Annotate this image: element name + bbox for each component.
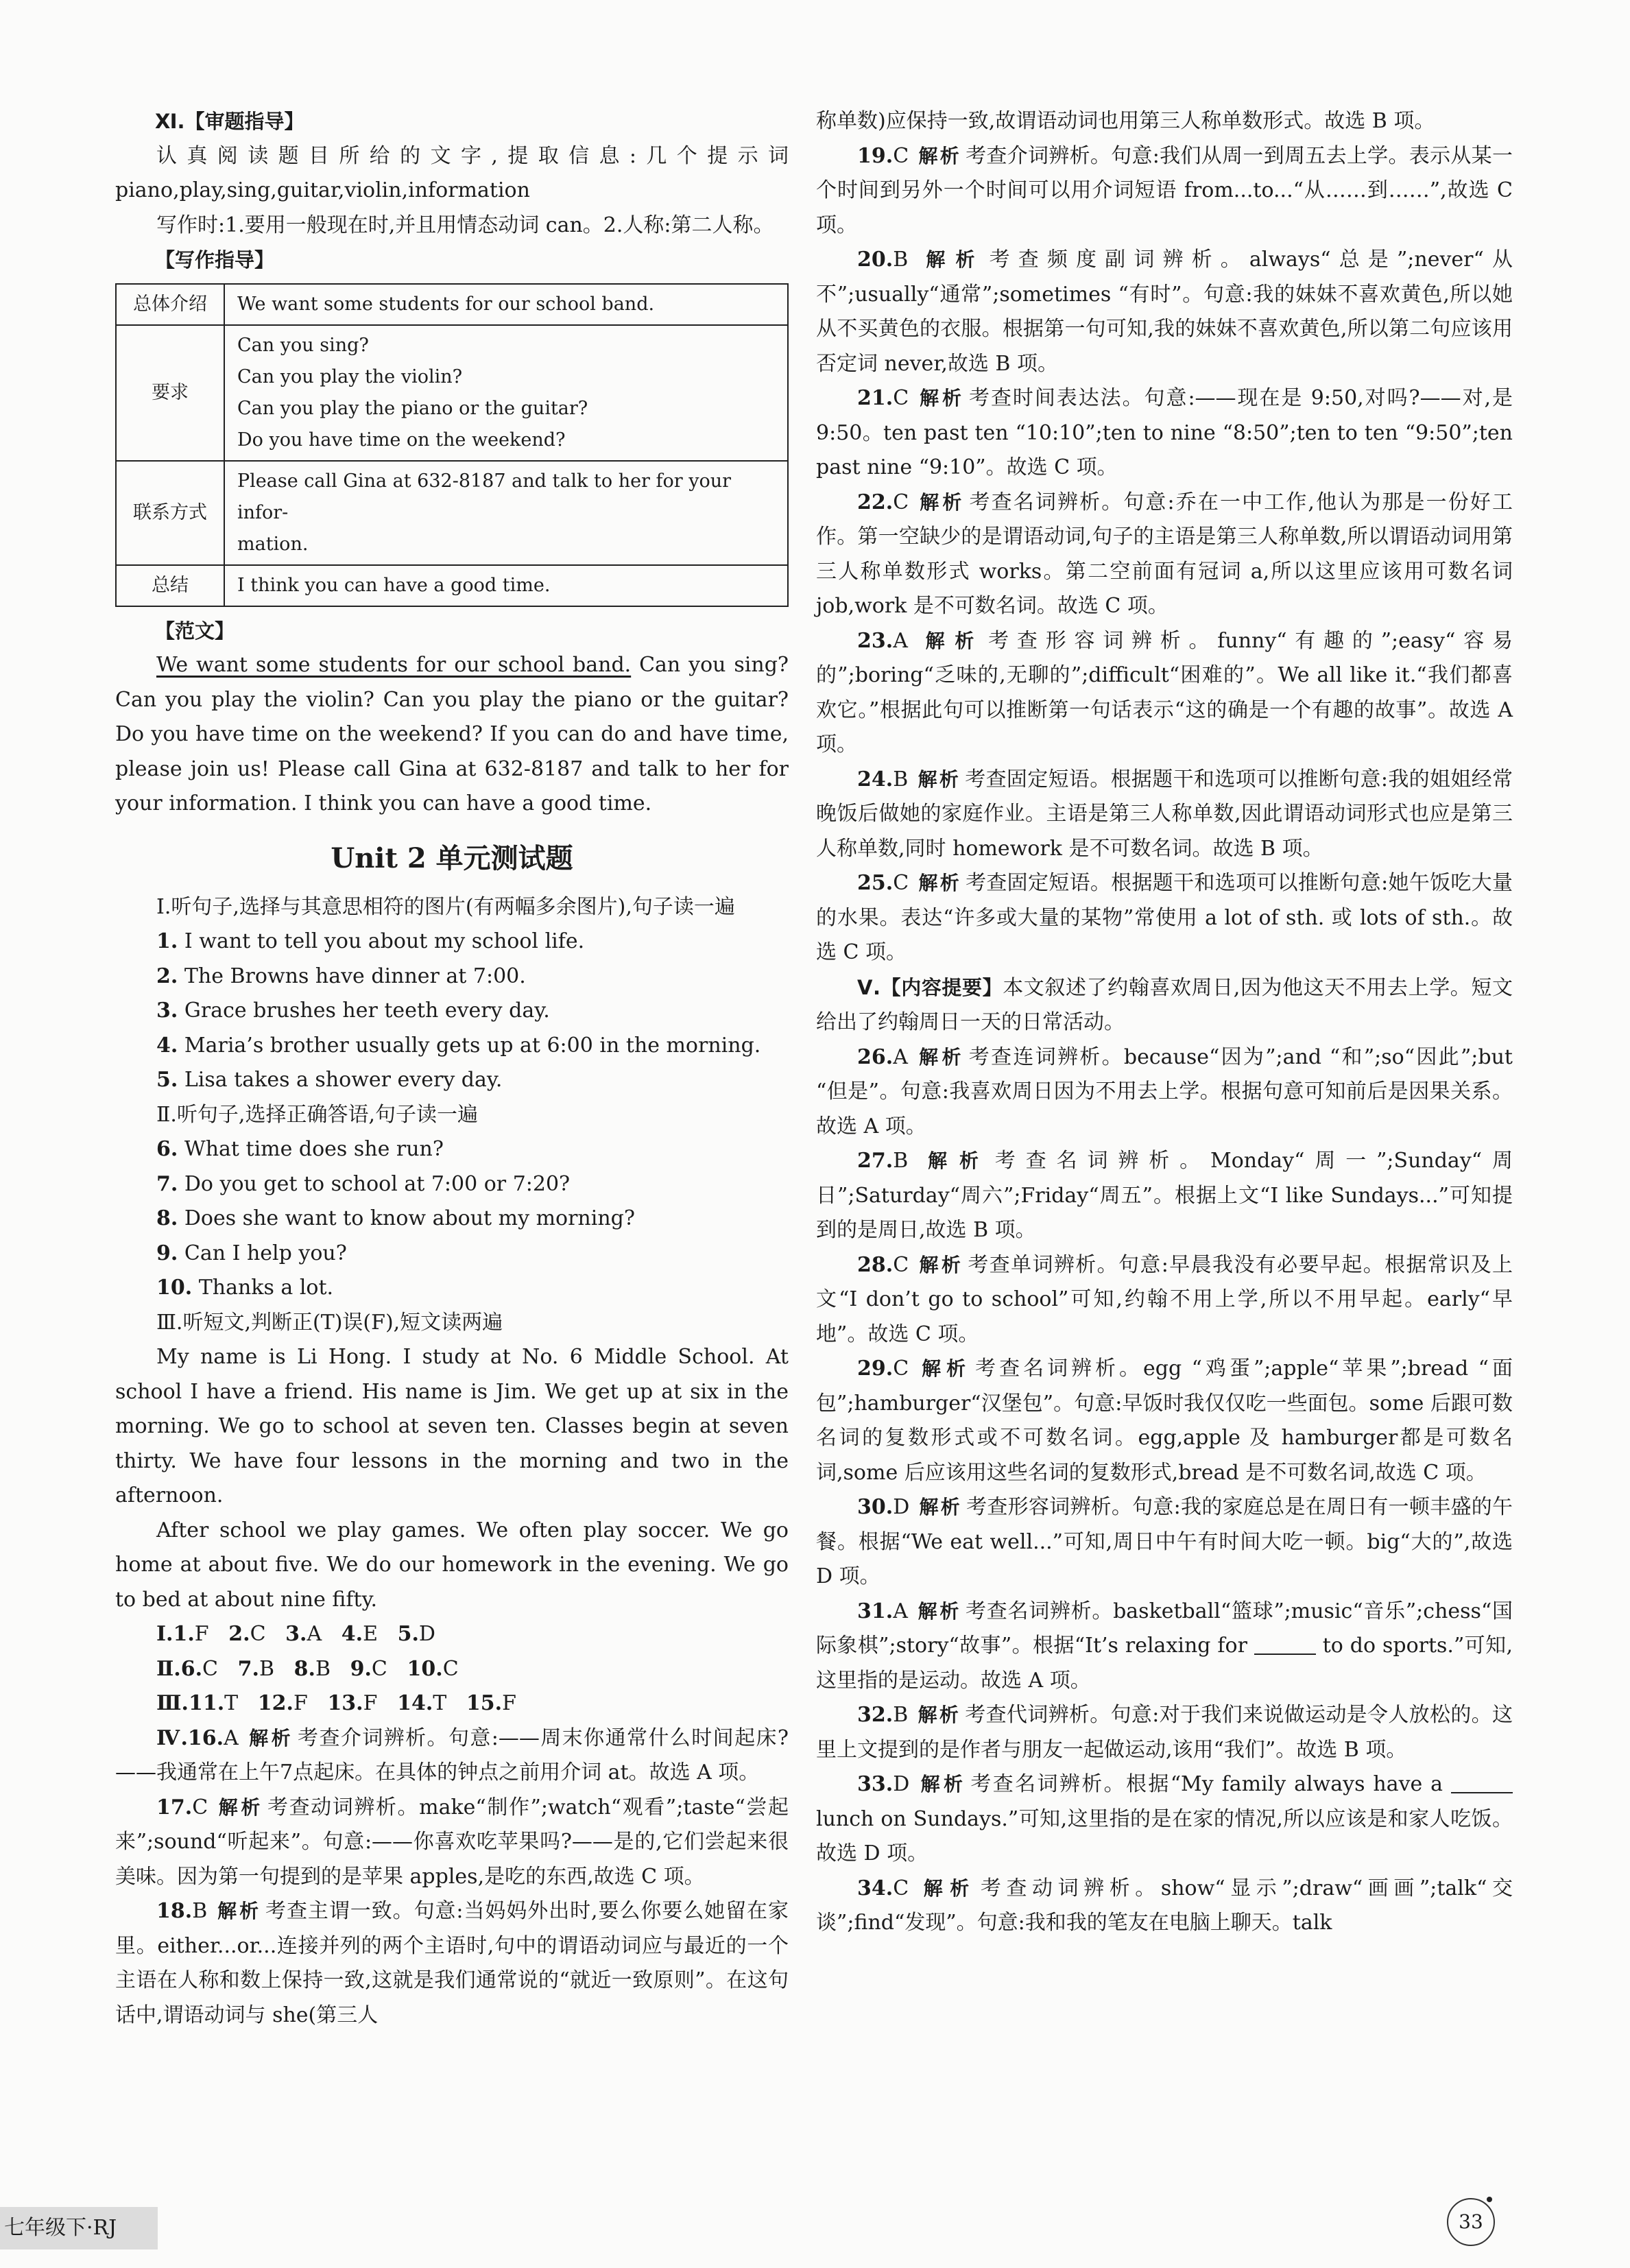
table-line: Do you have time on the weekend? (237, 429, 566, 451)
question-22: 22.C 解析 考查名词辨析。句意:乔在一中工作,他认为那是一份好工作。第一空缺少的是谓语动词,句子的主语是第三人称单数,所以谓语动词用第三人称单数形式 works。第二空前面有冠词 a,所以这里应该用可数名词 job,work 是不可数名词。故选 C 项。 (816, 490, 1513, 618)
section-11-heading: Ⅺ.【审题指导】 (155, 110, 304, 133)
model-essay-body: Can you sing? Can you play the violin? Can you play the piano or the guitar? Do you have time on the weekend? If you can do and have time, please join us! Please call Gina at 632-8187 and talk to her for your information. I think you can have a good time. (115, 653, 789, 815)
table-label: 联系方式 (116, 461, 224, 565)
question-32: 32.B 解析 考查代词辨析。句意:对于我们来说做运动是令人放松的。这里上文提到的是作者与朋友一起做运动,该用“我们”。故选 B 项。 (816, 1703, 1513, 1762)
list-item: 7. Do you get to school at 7:00 or 7:20? (156, 1171, 571, 1196)
answer-row-1: Ⅰ.1.F 2.C 3.A 4.E 5.D (156, 1622, 435, 1646)
list-item: 2. The Browns have dinner at 7:00. (156, 964, 526, 988)
question-25: 25.C 解析 考查固定短语。根据题干和选项可以推断句意:她午饭吃大量的水果。表达“许多或大量的某物”常使用 a lot of sth. 或 lots of sth.。故选 C 项。 (816, 871, 1513, 964)
question-18-continued: 称单数)应保持一致,故谓语动词也用第三人称单数形式。故选 B 项。 (816, 109, 1435, 133)
list-item: 9. Can I help you? (156, 1241, 347, 1265)
s11-paragraph-1: 认真阅读题目所给的文字,提取信息:几个提示词 piano,play,sing,guitar,violin,information (115, 143, 789, 202)
table-line: Can you sing? (237, 334, 369, 356)
question-23: 23.A 解析 考查形容词辨析。funny“有趣的”;easy“容易的”;boring“乏味的,无聊的”;difficult“困难的”。We all like it.“我们都喜欢它。”根据此句可以推断第一句话表示“这的确是一个有趣的故事”。故选 A 项。 (816, 628, 1513, 756)
answer-row-2: Ⅱ.6.C 7.B 8.B 9.C 10.C (156, 1656, 459, 1681)
model-essay (115, 648, 789, 822)
list-item: 1. I want to tell you about my school life. (156, 929, 585, 953)
answer-blank (1254, 1633, 1316, 1655)
table-row (116, 461, 788, 565)
question-19: 19.C 解析 考查介词辨析。句意:我们从周一到周五去上学。表示从某一个时间到另外一个时间可以用介词短语 from...to...“从……到……”,故选 C 项。 (816, 143, 1513, 237)
question-28: 28.C 解析 考查单词辨析。句意:早晨我没有必要早起。根据常识及上文“I don’t go to school”可知,约翰不用上学,所以不用早起。early“早地”。故选 C 项。 (816, 1252, 1513, 1346)
question-21: 21.C 解析 考查时间表达法。句意:——现在是 9:50,对吗?——对,是 9:50。ten past ten “10:10”;ten to nine “8:50”;ten to ten “9:50”;ten past nine “9:10”。故选 C 项。 (816, 386, 1513, 479)
model-essay-heading: 【范文】 (155, 619, 235, 643)
table-line: We want some students for our school band. (237, 293, 655, 315)
question-16: Ⅳ.16.A 解析 考查介词辨析。句意:——周末你通常什么时间起床?——我通常在上午7点起床。在具体的钟点之前用介词 at。故选 A 项。 (115, 1726, 789, 1784)
question-34: 34.C 解析 考查动词辨析。show“显示”;draw“画画”;talk“交谈”;find“发现”。句意:我和我的笔友在电脑上聊天。talk (816, 1876, 1513, 1935)
table-label: 要求 (116, 325, 224, 461)
question-26: 26.A 解析 考查连词辨析。because“因为”;and “和”;so“因此”;but “但是”。句意:我喜欢周日因为不用去上学。根据句意可知前后是因果关系。故选 A 项。 (816, 1045, 1513, 1138)
list-item: 10. Thanks a lot. (156, 1276, 334, 1300)
right-column (816, 104, 1513, 1941)
s11-paragraph-2: 写作时:1.要用一般现在时,并且用情态动词 can。2.人称:第二人称。 (156, 213, 774, 237)
question-18: 18.B 解析 考查主谓一致。句意:当妈妈外出时,要么你要么她留在家里。either...or...连接并列的两个主语时,句中的谓语动词应与最近的一个主语在人称和数上保持一致,这就是我们通常说的“就近一致原则”。在这句话中,谓语动词与 she(第三人 (115, 1899, 789, 2027)
answer-row-3: Ⅲ.11.T 12.F 13.F 14.T 15.F (156, 1691, 516, 1715)
table-content (224, 565, 788, 606)
table-content (224, 284, 788, 325)
table-line: mation. (237, 533, 309, 555)
model-essay-topic-sentence: We want some students for our school band. (156, 653, 632, 677)
list-item: 4. Maria’s brother usually gets up at 6:00 in the morning. (156, 1033, 761, 1058)
table-row (116, 284, 788, 325)
table-label: 总结 (116, 565, 224, 606)
left-column (115, 104, 789, 2033)
list-item: 5. Lisa takes a shower every day. (156, 1068, 503, 1092)
question-29: 29.C 解析 考查名词辨析。egg “鸡蛋”;apple“苹果”;bread “面包”;hamburger“汉堡包”。句意:早饭时我仅仅吃一些面包。some 后跟可数名词的复数形式或不可数名词。egg,apple 及 hamburger都是可数名词,some 后应该用这些名词的复数形式,bread 是不可数名词,故选 C 项。 (816, 1357, 1513, 1485)
part-3-heading: Ⅲ.听短文,判断正(T)误(F),短文读两遍 (156, 1310, 503, 1335)
table-line: Can you play the piano or the guitar? (237, 397, 588, 419)
table-row (116, 325, 788, 461)
writing-guide-table (115, 283, 789, 607)
question-24: 24.B 解析 考查固定短语。根据题干和选项可以推断句意:我的姐姐经常晚饭后做她的家庭作业。主语是第三人称单数,因此谓语动词形式也应是第三人称单数,同时 homework 是不可数名词。故选 B 项。 (816, 767, 1513, 861)
list-item: 3. Grace brushes her teeth every day. (156, 999, 550, 1023)
table-row (116, 565, 788, 606)
unit-title: Unit 2 单元测试题 (331, 841, 573, 874)
table-line: Can you play the violin? (237, 366, 463, 387)
writing-guide-heading: 【写作指导】 (155, 248, 275, 272)
table-label: 总体介绍 (116, 284, 224, 325)
table-content (224, 325, 788, 461)
passage-paragraph-2: After school we play games. We often play soccer. We go home at about five. We do our homework in the evening. We go to bed at about nine fifty. (115, 1518, 789, 1612)
question-33: 33.D 解析 考查名词辨析。根据“My family always have a lunch on Sundays.”可知,这里指的是在家的情况,所以应该是和家人吃饭。故选 D 项。 (816, 1772, 1513, 1865)
question-31: 31.A 解析 考查名词辨析。basketball“篮球”;music“音乐”;chess“国际象棋”;story“故事”。根据“It’s relaxing for to do sports.”可知,这里指的是运动。故选 A 项。 (816, 1599, 1513, 1693)
page-number: 33 (1447, 2198, 1495, 2246)
answer-blank (1451, 1771, 1513, 1793)
part-2-heading: Ⅱ.听句子,选择正确答语,句子读一遍 (156, 1102, 478, 1127)
part-1-heading: Ⅰ.听句子,选择与其意思相符的图片(有两幅多余图片),句子读一遍 (156, 894, 735, 919)
table-line: I think you can have a good time. (237, 574, 551, 596)
grade-footer: 七年级下·RJ (0, 2207, 158, 2249)
question-30: 30.D 解析 考查形容词辨析。句意:我的家庭总是在周日有一顿丰盛的午餐。根据“We eat well...”可知,周日中午有时间大吃一顿。big“大的”,故选 D 项。 (816, 1495, 1513, 1588)
list-item: 8. Does she want to know about my morning? (156, 1206, 635, 1230)
question-17: 17.C 解析 考查动词辨析。make“制作”;watch“观看”;taste“尝起来”;sound“听起来”。句意:——你喜欢吃苹果吗?——是的,它们尝起来很美味。因为第一句提到的是苹果 apples,是吃的东西,故选 C 项。 (115, 1795, 789, 1889)
question-20: 20.B 解析 考查频度副词辨析。always“总是”;never“从不”;usually“通常”;sometimes “有时”。句意:我的妹妹不喜欢黄色,所以她从不买黄色的衣服。根据第一句可知,我的妹妹不喜欢黄色,所以第二句应该用否定词 never,故选 B 项。 (816, 248, 1513, 376)
question-27: 27.B 解析 考查名词辨析。Monday“周一”;Sunday“周日”;Saturday“周六”;Friday“周五”。根据上文“I like Sundays...”可知提到的是周日,故选 B 项。 (816, 1149, 1513, 1242)
section-5-summary: Ⅴ.【内容提要】本文叙述了约翰喜欢周日,因为他这天不用去上学。短文给出了约翰周日一天的日常活动。 (816, 975, 1513, 1034)
passage-paragraph-1: My name is Li Hong. I study at No. 6 Middle School. At school I have a friend. His name is Jim. We get up at six in the morning. We go to school at seven ten. Classes begin at seven thirty. We have four lessons in the morning and two in the afternoon. (115, 1345, 789, 1507)
list-item: 6. What time does she run? (156, 1137, 444, 1161)
table-content (224, 461, 788, 565)
table-line: Please call Gina at 632-8187 and talk to her for your infor- (237, 470, 732, 523)
